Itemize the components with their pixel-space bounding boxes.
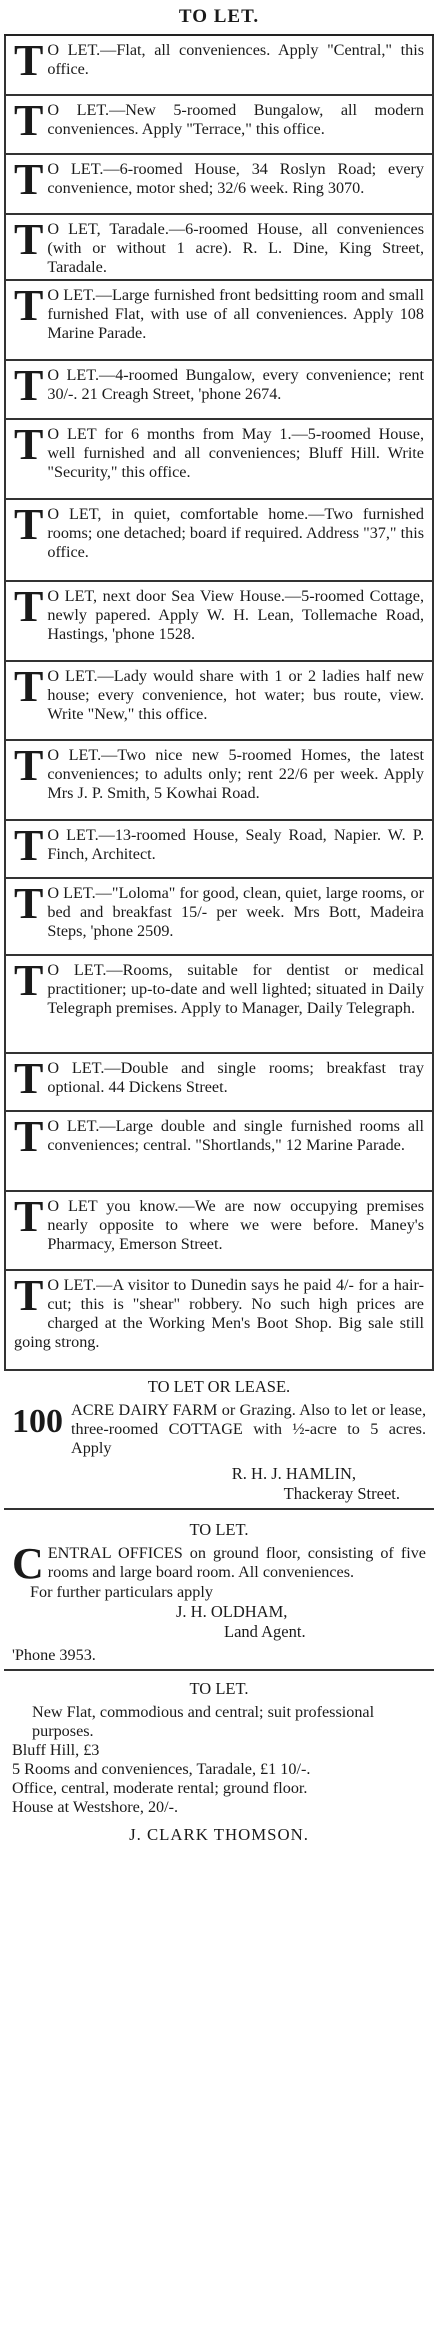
- farm-text: ACRE DAIRY FARM or Grazing. Also to let or lease, three-roomed COTTAGE with ½-acre to 5 acres. Apply: [71, 1401, 426, 1457]
- ad-text: O LET.—"Loloma" for good, clean, quiet, large rooms, or bed and breakfast 15/- per week. Mrs Bott, Madeira Steps, 'phone 2509.: [47, 884, 424, 940]
- to-let-ad: [4, 155, 434, 215]
- to-let-ad: [4, 741, 434, 821]
- offices-agent: J. H. OLDHAM,: [176, 1602, 288, 1621]
- offices-ad: [4, 1510, 434, 1671]
- ad-text: O LET.—Double and single rooms; breakfast tray optional. 44 Dickens Street.: [47, 1059, 424, 1096]
- to-let-ad: [4, 281, 434, 361]
- ad-drop-letter: T: [14, 36, 44, 85]
- to-let-ad: [4, 821, 434, 879]
- ad-list: [4, 36, 434, 1371]
- ad-text: O LET.—Rooms, suitable for dentist or medical practitioner; up-to-date and well lighted; situated in Daily Telegraph premises. Apply to Manager, Daily Telegraph.: [47, 961, 424, 1017]
- ad-drop-letter: T: [14, 821, 44, 870]
- ad-text: O LET.—Flat, all conveniences. Apply "Central," this office.: [47, 41, 424, 78]
- ad-text: O LET, next door Sea View House.—5-roomed Cottage, newly papered. Apply W. H. Lean, Tollemache Road, Hastings, 'phone 1528.: [47, 587, 424, 643]
- ad-drop-letter: T: [14, 582, 44, 631]
- offices-drop-letter: C: [12, 1539, 44, 1588]
- to-let-ad: [4, 1054, 434, 1112]
- thomson-line-2: Bluff Hill, £3: [12, 1741, 100, 1759]
- ad-drop-letter: T: [14, 361, 44, 410]
- ad-drop-letter: T: [14, 879, 44, 928]
- ad-text: O LET.—Two nice new 5-roomed Homes, the latest conveniences; to adults only; rent 22/6 per week. Apply Mrs J. P. Smith, 5 Kowhai Road.: [47, 746, 424, 802]
- ad-text: O LET.—6-roomed House, 34 Roslyn Road; every convenience, motor shed; 32/6 week. Ring 3070.: [47, 160, 424, 197]
- ad-drop-letter: T: [14, 500, 44, 549]
- to-let-ad: [4, 1271, 434, 1371]
- to-let-ad: [4, 420, 434, 500]
- ad-drop-letter: T: [14, 1192, 44, 1241]
- to-let-ad: [4, 582, 434, 662]
- ad-drop-letter: T: [14, 1271, 44, 1320]
- farm-drop-number: 100: [12, 1403, 63, 1440]
- thomson-ad: [4, 1671, 434, 1848]
- ad-drop-letter: T: [14, 96, 44, 145]
- to-let-ad: [4, 96, 434, 155]
- ad-text: O LET.—4-roomed Bungalow, every convenience; rent 30/-. 21 Creagh Street, 'phone 2674.: [47, 366, 424, 403]
- thomson-line-1: New Flat, commodious and central; suit professional purposes.: [32, 1703, 375, 1740]
- to-let-ad: [4, 956, 434, 1054]
- farm-heading: TO LET OR LEASE.: [147, 1377, 291, 1396]
- thomson-line-3: 5 Rooms and conveniences, Taradale, £1 10/-.: [12, 1760, 311, 1778]
- ad-text: O LET you know.—We are now occupying premises nearly opposite to where we were before. Maney's Pharmacy, Emerson Street.: [47, 1197, 424, 1253]
- ad-drop-letter: T: [14, 662, 44, 711]
- offices-heading: TO LET.: [189, 1520, 249, 1539]
- ad-drop-letter: T: [14, 420, 44, 469]
- offices-further: For further particulars apply: [30, 1583, 213, 1601]
- classified-column: [4, 4, 434, 2340]
- ad-drop-letter: T: [14, 155, 44, 204]
- to-let-ad: [4, 36, 434, 96]
- ad-drop-letter: T: [14, 1054, 44, 1103]
- ad-text: O LET for 6 months from May 1.—5-roomed House, well furnished and all conveniences; Bluff Hill. Write "Security," this office.: [47, 425, 424, 481]
- to-let-ad: [4, 361, 434, 420]
- offices-agent-block: [12, 1602, 426, 1642]
- ad-drop-letter: T: [14, 741, 44, 790]
- thomson-line-5: House at Westshore, 20/-.: [12, 1798, 179, 1816]
- ad-drop-letter: T: [14, 956, 44, 1005]
- thomson-heading: TO LET.: [189, 1679, 249, 1698]
- farm-signature: R. H. J. HAMLIN,: [231, 1464, 356, 1483]
- ad-text: O LET.—New 5-roomed Bungalow, all modern conveniences. Apply "Terrace," this office.: [47, 101, 424, 138]
- ad-drop-letter: T: [14, 215, 44, 264]
- to-let-ad: [4, 879, 434, 956]
- ad-text: O LET, Taradale.—6-roomed House, all conveniences (with or without 1 acre). R. L. Dine, King Street, Taradale.: [47, 220, 424, 276]
- to-let-ad: [4, 1192, 434, 1271]
- ad-drop-letter: T: [14, 281, 44, 330]
- ad-text: O LET.—Large furnished front bedsitting room and small furnished Flat, with use of all conveniences. Apply 108 Marine Parade.: [47, 286, 424, 342]
- ad-drop-letter: T: [14, 1112, 44, 1161]
- thomson-signature: J. CLARK THOMSON.: [129, 1825, 309, 1844]
- to-let-ad: [4, 662, 434, 741]
- offices-phone: 'Phone 3953.: [12, 1646, 96, 1664]
- offices-agent-title: Land Agent.: [224, 1622, 306, 1641]
- ad-text: O LET.—Large double and single furnished rooms all conveniences; central. "Shortlands," 12 Marine Parade.: [47, 1117, 424, 1154]
- section-title: TO LET.: [178, 6, 260, 27]
- farm-address: Thackeray Street.: [283, 1484, 400, 1503]
- ad-text: O LET.—13-roomed House, Sealy Road, Napier. W. P. Finch, Architect.: [47, 826, 424, 863]
- ad-text: O LET, in quiet, comfortable home.—Two furnished rooms; one detached; board if required. Address "37," this office.: [47, 505, 424, 561]
- to-let-ad: [4, 500, 434, 582]
- to-let-ad: [4, 1112, 434, 1192]
- thomson-line-4: Office, central, moderate rental; ground floor.: [12, 1779, 308, 1797]
- to-let-ad: [4, 215, 434, 281]
- ad-text: O LET.—A visitor to Dunedin says he paid 4/- for a hair-cut; this is "shear" robbery. No such high prices are charged at the Working Men's Boot Shop. Big sale still going strong.: [14, 1276, 424, 1351]
- farm-ad: [4, 1371, 434, 1510]
- ad-text: O LET.—Lady would share with 1 or 2 ladies half new house; every convenience, hot water; bus route, view. Write "New," this office.: [47, 667, 424, 723]
- offices-text: ENTRAL OFFICES on ground floor, consisting of five rooms and large board room. All conveniences.: [47, 1544, 426, 1581]
